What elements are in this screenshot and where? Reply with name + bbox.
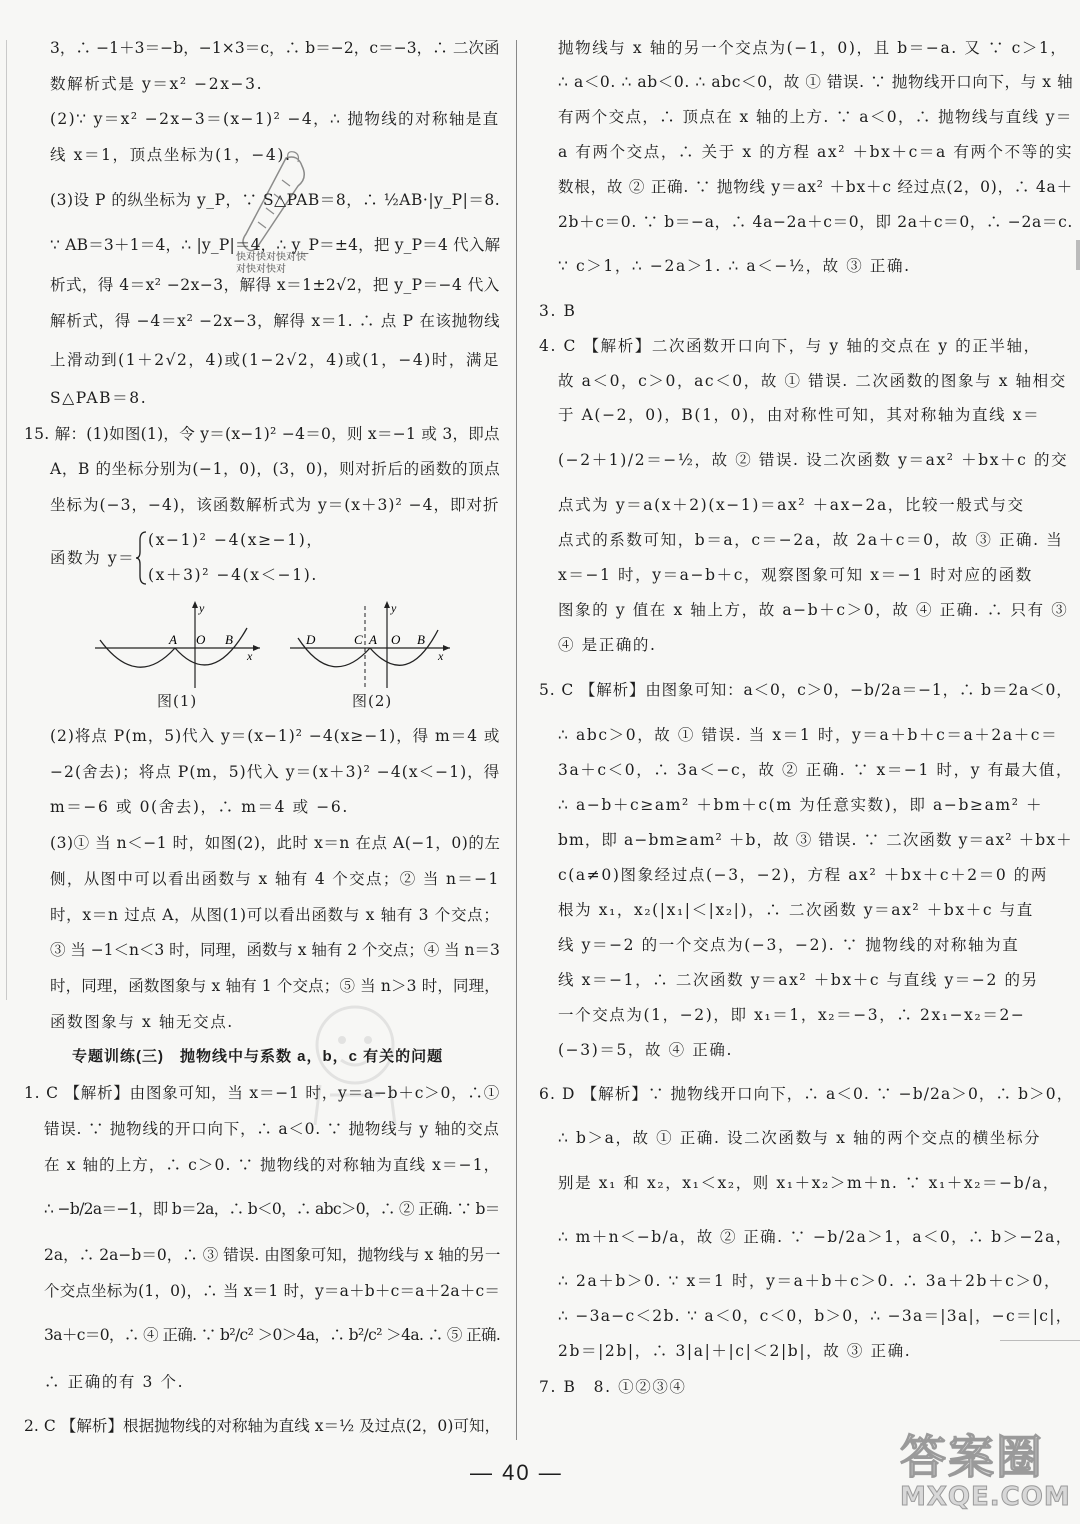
right-line: 线 x＝−1，∴ 二次函数 y＝ax² ＋bx＋c 与直线 y＝−2 的另: [558, 971, 1039, 989]
fig2-point-d: D: [306, 632, 316, 647]
right-line: 抛物线与 x 轴的另一个交点为(−1，0)，且 b＝−a. 又 ∵ c＞1，: [558, 39, 1068, 57]
right-edge-mark: [1076, 240, 1080, 270]
right-line: 6. D 【解析】∵ 抛物线开口向下，∴ a＜0. ∵ −b/2a＞0，∴ b＞0，: [539, 1085, 1074, 1103]
left-line: ③ 当 −1＜n＜3 时，同理，函数与 x 轴有 2 个交点；④ 当 n＝3: [50, 941, 500, 959]
left-line: 在 x 轴的上方，∴ c＞0. ∵ 抛物线的对称轴为直线 x＝−1，: [44, 1156, 501, 1174]
left-line: ∵ AB＝3＋1＝4，∴ |y_P|＝4，∴ y_P＝±4，把 y_P＝4 代入解: [50, 236, 501, 254]
right-line: 根为 x₁，x₂(|x₁|＜|x₂|)，∴ 二次函数 y＝ax² ＋bx＋c 与直: [558, 901, 1034, 919]
right-line: c(a≠0)图象经过点(−3，−2)，方程 ax² ＋bx＋c＋2＝0 的两: [558, 866, 1049, 884]
left-line: 函数图象与 x 轴无交点.: [50, 1013, 234, 1031]
brand-watermark: [900, 1432, 1075, 1522]
right-line: ∴ a−b＋c≥am² ＋bm＋c(m 为任意实数)，即 a−b≥am² ＋: [558, 796, 1044, 814]
figure-1-caption: 图(1): [157, 692, 198, 710]
left-line: 析式，得 4＝x² −2x−3，解得 x＝1±2√2，把 y_P＝−4 代入: [50, 276, 500, 294]
left-line: ∴ −b/2a＝−1，即 b＝2a，∴ b＜0，∴ abc＞0，∴ ② 正确. ∵ b＝: [44, 1200, 500, 1218]
left-line: S△PAB＝8.: [50, 389, 148, 407]
right-line: 7. B 8. ①②③④: [539, 1378, 687, 1396]
right-line: 5. C 【解析】由图象可知：a＜0，c＞0，−b/2a＝−1，∴ b＝2a＜0，: [539, 681, 1073, 699]
fig1-y-label: y: [199, 601, 205, 615]
right-line: 4. C 【解析】二次函数开口向下，与 y 轴的交点在 y 的正半轴，: [539, 337, 1041, 355]
section-title: 专题训练(三) 抛物线中与系数 a，b，c 有关的问题: [72, 1048, 444, 1065]
left-line: 上滑动到(1＋2√2，4)或(1−2√2，4)或(1，−4)时，满足: [50, 351, 501, 369]
carrot-stamp-icon: [228, 150, 318, 260]
y-axis-arrow: [192, 601, 198, 608]
right-line: 一个交点为(1，−2)，即 x₁＝1，x₂＝−3，∴ 2x₁−x₂＝2−: [558, 1006, 1026, 1024]
right-line: 故 a＜0，c＞0，ac＜0，故 ① 错误. 二次函数的图象与 x 轴相交: [558, 372, 1067, 390]
right-line: ∵ c＞1，∴ −2a＞1. ∴ a＜−½，故 ③ 正确.: [558, 257, 911, 275]
fig2-point-c: C: [354, 632, 363, 647]
left-line: 坐标为(−3，−4)，该函数解析式为 y＝(x＋3)² −4，即对折: [50, 496, 500, 514]
left-line: 2a，∴ 2a−b＝0，∴ ③ 错误. 由图象可知，抛物线与 x 轴的另一: [44, 1246, 501, 1264]
left-line: 侧，从图中可以看出函数与 x 轴有 4 个交点；② 当 n＝−1: [50, 870, 500, 888]
left-line: −2(舍去)；将点 P(m，5)代入 y＝(x＋3)² −4(x＜−1)，得: [50, 763, 501, 781]
right-line: (−3)＝5，故 ④ 正确.: [558, 1041, 733, 1059]
left-line: 1. C 【解析】由图象可知，当 x＝−1 时，y＝a−b＋c＞0，∴①: [24, 1084, 500, 1102]
brand-watermark-text: 答案圈: [900, 1430, 1044, 1484]
fig1-point-a: A: [169, 632, 177, 647]
left-line: 线 x＝1，顶点坐标为(1，−4).: [50, 146, 292, 164]
left-line: 时，同理，函数图象与 x 轴有 1 个交点；⑤ 当 n＞3 时，同理，: [50, 977, 500, 995]
right-line: 3a＋c＜0，∴ 3a＜−c，故 ② 正确. ∵ x＝−1 时，y 有最大值，: [558, 761, 1074, 779]
right-line: 于 A(−2，0)，B(1，0)，由对称性可知，其对称轴为直线 x＝: [558, 406, 1041, 424]
fig2-y-label: y: [391, 601, 397, 615]
fig1-point-o: O: [196, 632, 206, 647]
left-line: 2. C 【解析】根据抛物线的对称轴为直线 x＝½ 及过点(2，0)可知，: [24, 1417, 501, 1435]
right-line: 3. B: [539, 302, 577, 320]
left-line: 个交点坐标为(1，0)，∴ 当 x＝1 时，y＝a＋b＋c＝a＋2a＋c＝: [44, 1282, 501, 1300]
left-line: 3，∴ −1＋3＝−b，−1×3＝c，∴ b＝−2，c＝−3，∴ 二次函: [50, 39, 500, 57]
right-line: ∴ a＜0. ∴ ab＜0. ∴ abc＜0，故 ① 错误. ∵ 抛物线开口向下，与 x 轴: [558, 73, 1074, 91]
parabola: [175, 628, 247, 665]
right-line: ∴ b＞a，故 ① 正确. 设二次函数与 x 轴的两个交点的横坐标分: [558, 1129, 1042, 1147]
fig1-point-b: B: [225, 632, 233, 647]
right-line: ∴ −3a−c＜2b. ∵ a＜0，c＜0，b＞0，∴ −3a＝|3a|，−c＝|c|，: [558, 1307, 1073, 1325]
fig2-point-o: O: [391, 632, 401, 647]
fig1-x-label: x: [247, 649, 253, 663]
figure-1: [95, 598, 265, 690]
folded-parabola: [100, 640, 175, 667]
right-line: x＝−1 时，y＝a−b＋c，观察图象可知 x＝−1 时对应的函数: [558, 566, 1033, 584]
fig2-point-a: A: [369, 632, 377, 647]
right-line: a 有两个交点，∴ 关于 x 的方程 ax² ＋bx＋c＝a 有两个不等的实: [558, 143, 1074, 161]
piecewise-prefix: 函数为 y＝: [50, 549, 136, 567]
figure-2: [290, 598, 460, 690]
figure-2-caption: 图(2): [352, 692, 393, 710]
column-divider: [516, 40, 517, 1440]
fig2-x-label: x: [438, 649, 444, 663]
piecewise-brace: [136, 530, 148, 586]
page-number: — 40 —: [470, 1460, 563, 1485]
left-line: 15. 解：(1)如图(1)，令 y＝(x−1)² −4＝0，则 x＝−1 或 3，即点: [24, 425, 500, 443]
left-line: m＝−6 或 0(舍去)，∴ m＝4 或 −6.: [50, 798, 349, 816]
watermark-figure-icon: [295, 1000, 415, 1130]
right-line: ④ 是正确的.: [558, 636, 657, 654]
right-line: 2b＝|2b|，∴ 3|a|＋|c|＜2|b|，故 ③ 正确.: [558, 1342, 912, 1360]
left-line: 3a＋c＝0，∴ ④ 正确. ∵ b²/c² ＞0＞4a，∴ b²/c² ＞4a. ∴ ⑤ 正确.: [44, 1326, 501, 1344]
right-line: ∴ abc＞0，故 ① 错误. 当 x＝1 时，y＝a＋b＋c＝a＋2a＋c＝: [558, 726, 1059, 744]
left-line: 时，x＝n 过点 A，从图(1)可以看出函数与 x 轴有 3 个交点；: [50, 906, 500, 924]
left-line: A，B 的坐标分别为(−1，0)，(3，0)，则对折后的函数的顶点: [50, 460, 501, 478]
site-watermark-text: MXQE.COM: [900, 1482, 1071, 1512]
right-edge-rule: [1000, 1340, 1080, 1341]
right-line: 有两个交点，∴ 顶点在 x 轴的上方. ∵ a＜0，∴ 抛物线与直线 y＝: [558, 108, 1073, 126]
piecewise-case-1: (x−1)² −4(x≥−1)，: [148, 531, 324, 549]
left-line: 解析式，得 −4＝x² −2x−3，解得 x＝1. ∴ 点 P 在该抛物线: [50, 312, 501, 330]
right-line: 图象的 y 值在 x 轴上方，故 a−b＋c＞0，故 ④ 正确. ∴ 只有 ③: [558, 601, 1069, 619]
right-line: 2b＋c＝0. ∵ b＝−a，∴ 4a−2a＋c＝0，即 2a＋c＝0，∴ −2a＝c.: [558, 213, 1074, 231]
piecewise-case-2: (x＋3)² −4(x＜−1).: [148, 566, 318, 584]
stamp-text: 快对快对快对快对快对快对: [236, 252, 306, 275]
right-line: ∴ 2a＋b＞0. ∵ x＝1 时，y＝a＋b＋c＞0. ∴ 3a＋2b＋c＞0，: [558, 1272, 1062, 1290]
right-line: 点式为 y＝a(x＋2)(x−1)＝ax² ＋ax−2a，比较一般式与交: [558, 496, 1025, 514]
right-line: (−2＋1)/2＝−½，故 ② 错误. 设二次函数 y＝ax² ＋bx＋c 的交: [558, 451, 1069, 469]
left-line: (3)① 当 n＜−1 时，如图(2)，此时 x＝n 在点 A(−1，0)的左: [50, 834, 501, 852]
right-line: 线 y＝−2 的一个交点为(−3，−2). ∵ 抛物线的对称轴为直: [558, 936, 1020, 954]
right-line: 数根，故 ② 正确. ∵ 抛物线 y＝ax² ＋bx＋c 经过点(2，0)，∴ 4a＋: [558, 178, 1073, 196]
left-line: (2)将点 P(m，5)代入 y＝(x−1)² −4(x≥−1)，得 m＝4 或: [50, 727, 501, 745]
left-line: ∴ 正确的有 3 个.: [44, 1373, 185, 1391]
left-page-edge: [6, 40, 7, 1000]
y-axis-arrow: [384, 601, 390, 608]
right-line: bm，即 a−bm≥am² ＋b，故 ③ 错误. ∵ 二次函数 y＝ax² ＋bx＋: [558, 831, 1073, 849]
left-line: (3)设 P 的纵坐标为 y_P，∵ S△PAB＝8，∴ ½AB·|y_P|＝8.: [50, 191, 501, 209]
right-line: 点式的系数可知，b＝a，c＝−2a，故 2a＋c＝0，故 ③ 正确. 当: [558, 531, 1064, 549]
left-line: 错误. ∵ 抛物线的开口向下，∴ a＜0. ∵ 抛物线与 y 轴的交点: [44, 1120, 500, 1138]
fig2-point-b: B: [417, 632, 425, 647]
x-axis-arrow: [443, 645, 450, 651]
right-line: 别是 x₁ 和 x₂，x₁＜x₂，则 x₁＋x₂＞m＋n. ∵ x₁＋x₂＝−b/a，: [558, 1174, 1060, 1192]
x-axis-arrow: [253, 645, 260, 651]
right-line: ∴ m＋n＜−b/a，故 ② 正确. ∵ −b/2a＞1，a＜0，∴ b＞−2a，: [558, 1228, 1073, 1246]
left-line: 数解析式是 y＝x² −2x−3.: [50, 75, 264, 93]
left-line: (2)∵ y＝x² −2x−3＝(x−1)² −4，∴ 抛物线的对称轴是直: [50, 110, 500, 128]
